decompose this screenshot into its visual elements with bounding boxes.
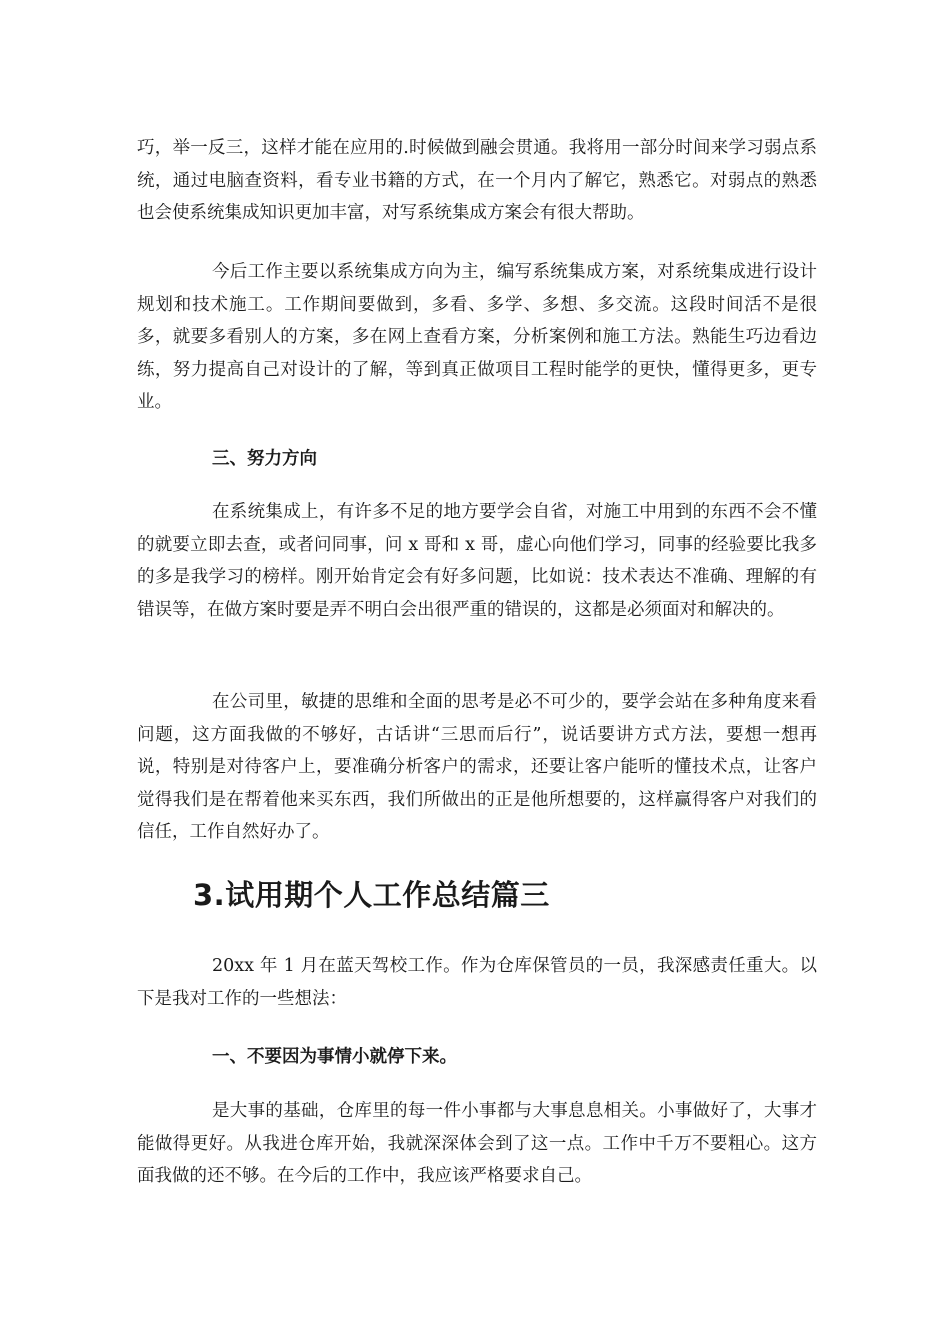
heading-effort-direction: 三、努力方向 (212, 449, 317, 469)
paragraph-3: 在系统集成上，有许多不足的地方要学会自省，对施工中用到的东西不会不懂的就要立即去查，或者问同事，问 x 哥和 x 哥，虚心向他们学习，同事的经验要比我多的多是我学习的榜样。刚开始肯定会有好多问题，比如说：技术表达不准确、理解的有错误等，在做方案时要是弄不明白会出很严重的错误的，这都是必须面对和解决的。 (137, 502, 817, 620)
paragraph-2: 今后工作主要以系统集成方向为主，编写系统集成方案，对系统集成进行设计规划和技术施工。工作期间要做到，多看、多学、多想、多交流。这段时间活不是很多，就要多看别人的方案，多在网上查看方案，分析案例和施工方法。熟能生巧边看边练，努力提高自己对设计的了解，等到真正做项目工程时能学的更快，懂得更多，更专业。 (137, 262, 817, 412)
section-title: 3.试用期个人工作总结篇三 (193, 878, 550, 912)
paragraph-6: 是大事的基础，仓库里的每一件小事都与大事息息相关。小事做好了，大事才能做得更好。从我进仓库开始，我就深深体会到了这一点。工作中千万不要粗心。这方面我做的还不够。在今后的工作中，我应该严格要求自己。 (137, 1101, 817, 1186)
paragraph-5: 20xx 年 1 月在蓝天驾校工作。作为仓库保管员的一员，我深感责任重大。以下是我对工作的一些想法： (137, 956, 817, 1009)
heading-small-things: 一、不要因为事情小就停下来。 (212, 1047, 457, 1067)
paragraph-1: 巧，举一反三，这样才能在应用的.时候做到融会贯通。我将用一部分时间来学习弱点系统，通过电脑查资料，看专业书籍的方式，在一个月内了解它，熟悉它。对弱点的熟悉也会使系统集成知识更加丰富，对写系统集成方案会有很大帮助。 (137, 138, 817, 223)
paragraph-4: 在公司里，敏捷的思维和全面的思考是必不可少的，要学会站在多种角度来看问题，这方面我做的不够好，古话讲“三思而后行”，说话要讲方式方法，要想一想再说，特别是对待客户上，要准确分析客户的需求，还要让客户能听的懂技术点，让客户觉得我们是在帮着他来买东西，我们所做出的正是他所想要的，这样赢得客户对我们的信任，工作自然好办了。 (137, 692, 817, 842)
